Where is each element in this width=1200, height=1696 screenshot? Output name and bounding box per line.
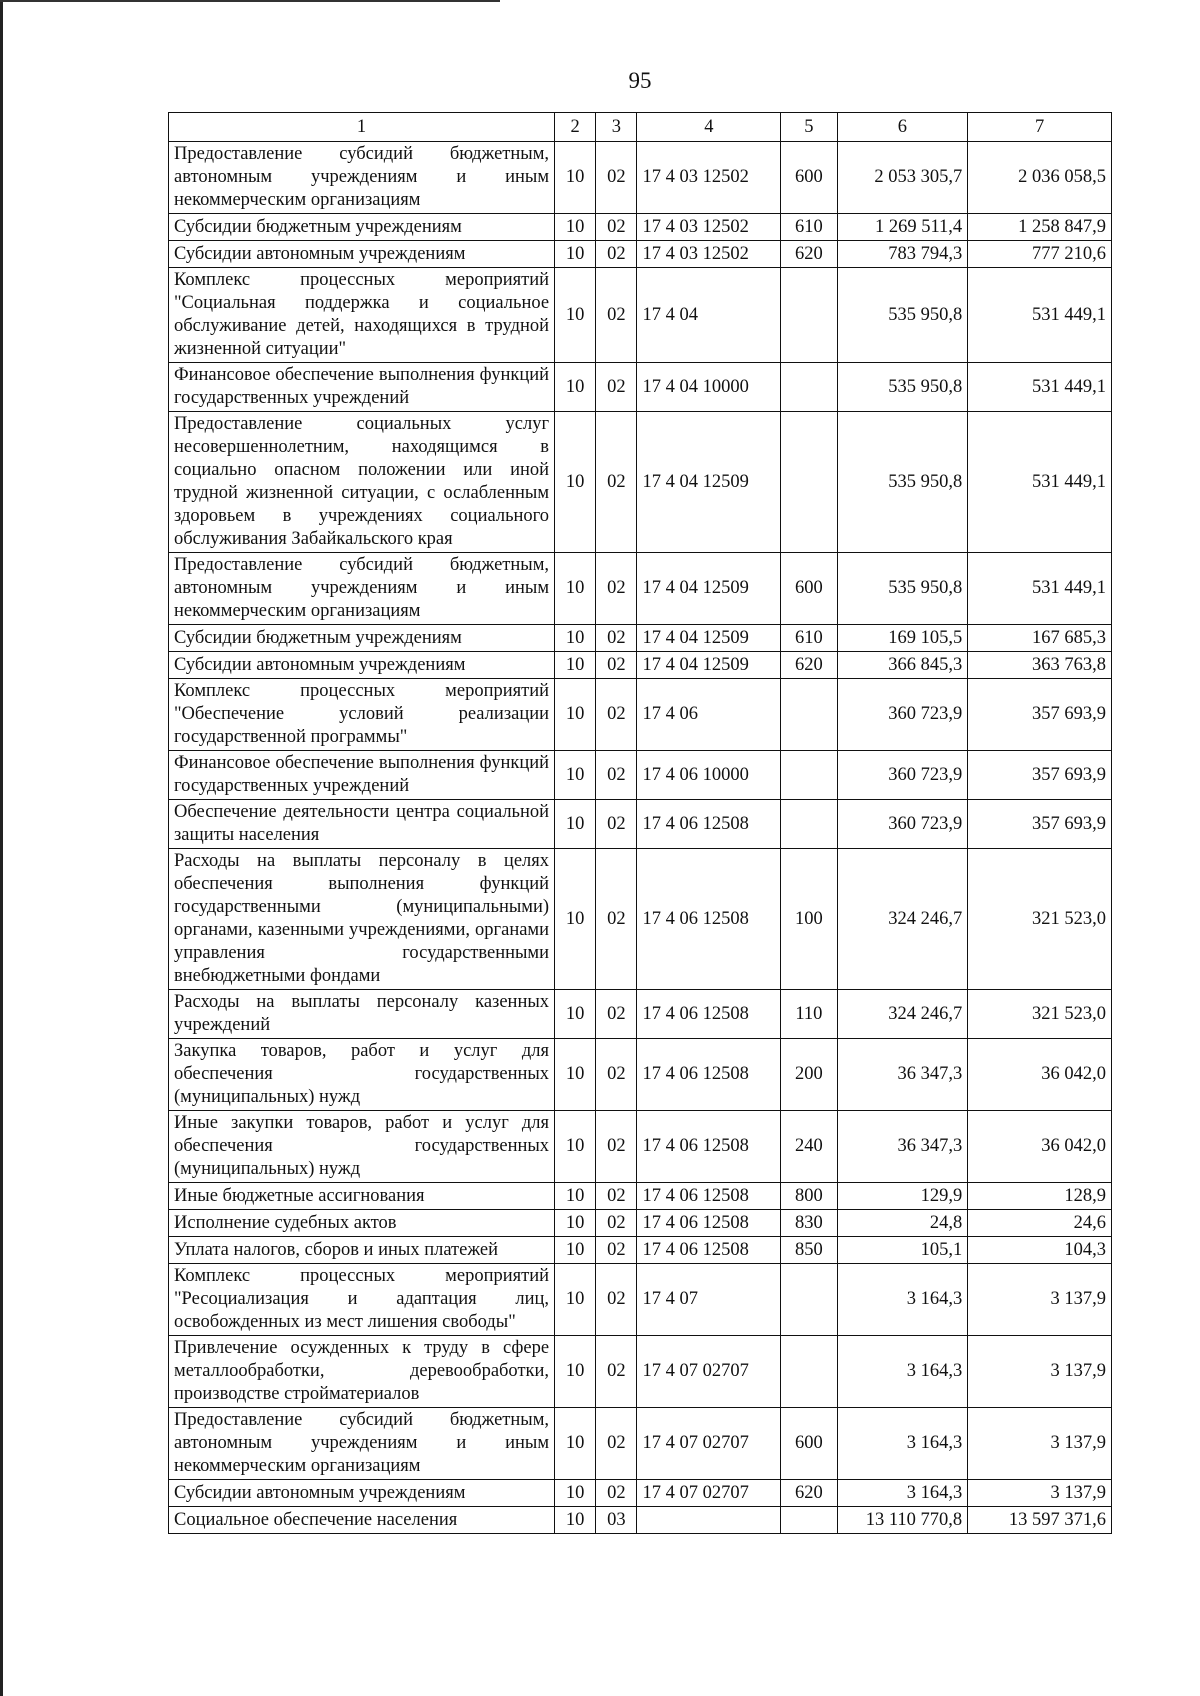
- expense-type-code: [781, 1507, 837, 1534]
- table-row: [169, 990, 1112, 1039]
- expense-type-code: 850: [781, 1237, 837, 1264]
- table-body: [169, 142, 1112, 1534]
- row-name: Закупка товаров, работ и услуг для обеспечения государственных (муниципальных) нужд: [169, 1039, 555, 1111]
- scan-top-line: [0, 0, 500, 2]
- amount-year-1: 535 950,8: [837, 553, 968, 625]
- column-header: 6: [837, 113, 968, 142]
- section-code: 10: [555, 1336, 596, 1408]
- expense-type-code: 600: [781, 1408, 837, 1480]
- amount-year-2: 128,9: [968, 1183, 1112, 1210]
- page-number: 95: [628, 68, 652, 93]
- amount-year-1: 324 246,7: [837, 990, 968, 1039]
- expense-type-code: [781, 412, 837, 553]
- amount-year-2: 3 137,9: [968, 1480, 1112, 1507]
- subsection-code: 03: [596, 1507, 637, 1534]
- amount-year-2: 13 597 371,6: [968, 1507, 1112, 1534]
- section-code: 10: [555, 1111, 596, 1183]
- amount-year-2: 104,3: [968, 1237, 1112, 1264]
- subsection-code: 02: [596, 1210, 637, 1237]
- target-article-code: 17 4 04 10000: [637, 363, 781, 412]
- expense-type-code: 620: [781, 241, 837, 268]
- subsection-code: 02: [596, 553, 637, 625]
- subsection-code: 02: [596, 1336, 637, 1408]
- section-code: 10: [555, 849, 596, 990]
- target-article-code: 17 4 04 12509: [637, 625, 781, 652]
- section-code: 10: [555, 1183, 596, 1210]
- row-name: Предоставление субсидий бюджетным, автономным учреждениям и иным некоммерческим организациям: [169, 553, 555, 625]
- column-header: 3: [596, 113, 637, 142]
- expense-type-code: [781, 751, 837, 800]
- expense-type-code: 620: [781, 1480, 837, 1507]
- table-row: [169, 1408, 1112, 1480]
- amount-year-2: 24,6: [968, 1210, 1112, 1237]
- subsection-code: 02: [596, 412, 637, 553]
- amount-year-1: 324 246,7: [837, 849, 968, 990]
- amount-year-1: 13 110 770,8: [837, 1507, 968, 1534]
- row-name: Субсидии автономным учреждениям: [169, 1480, 555, 1507]
- target-article-code: 17 4 06 12508: [637, 849, 781, 990]
- amount-year-1: 366 845,3: [837, 652, 968, 679]
- table-row: [169, 1480, 1112, 1507]
- row-name: Субсидии автономным учреждениям: [169, 241, 555, 268]
- subsection-code: 02: [596, 214, 637, 241]
- table-row: [169, 1183, 1112, 1210]
- expense-type-code: 110: [781, 990, 837, 1039]
- section-code: 10: [555, 990, 596, 1039]
- budget-table: [168, 112, 1112, 1534]
- section-code: 10: [555, 1237, 596, 1264]
- row-name: Расходы на выплаты персоналу казенных учреждений: [169, 990, 555, 1039]
- row-name: Обеспечение деятельности центра социальной защиты населения: [169, 800, 555, 849]
- target-article-code: 17 4 03 12502: [637, 214, 781, 241]
- section-code: 10: [555, 142, 596, 214]
- expense-type-code: [781, 363, 837, 412]
- amount-year-2: 357 693,9: [968, 679, 1112, 751]
- target-article-code: 17 4 06 12508: [637, 990, 781, 1039]
- table-row: [169, 679, 1112, 751]
- section-code: 10: [555, 1210, 596, 1237]
- column-header: 2: [555, 113, 596, 142]
- table-row: [169, 1111, 1112, 1183]
- row-name: Предоставление субсидий бюджетным, автономным учреждениям и иным некоммерческим организациям: [169, 1408, 555, 1480]
- amount-year-2: 531 449,1: [968, 363, 1112, 412]
- row-name: Исполнение судебных актов: [169, 1210, 555, 1237]
- subsection-code: 02: [596, 625, 637, 652]
- amount-year-1: 3 164,3: [837, 1264, 968, 1336]
- row-name: Предоставление социальных услуг несовершеннолетним, находящимся в социально опасном положении или иной трудной жизненной ситуации, с ослабленным здоровьем в учреждениях социального обслуживания Забайкальского края: [169, 412, 555, 553]
- subsection-code: 02: [596, 1183, 637, 1210]
- section-code: 10: [555, 1264, 596, 1336]
- amount-year-2: 363 763,8: [968, 652, 1112, 679]
- expense-type-code: [781, 679, 837, 751]
- subsection-code: 02: [596, 652, 637, 679]
- target-article-code: 17 4 06 12508: [637, 1210, 781, 1237]
- table-row: [169, 553, 1112, 625]
- amount-year-1: 3 164,3: [837, 1480, 968, 1507]
- subsection-code: 02: [596, 800, 637, 849]
- target-article-code: 17 4 04 12509: [637, 553, 781, 625]
- subsection-code: 02: [596, 241, 637, 268]
- target-article-code: 17 4 06 12508: [637, 1237, 781, 1264]
- section-code: 10: [555, 363, 596, 412]
- table-row: [169, 625, 1112, 652]
- amount-year-2: 3 137,9: [968, 1408, 1112, 1480]
- row-name: Уплата налогов, сборов и иных платежей: [169, 1237, 555, 1264]
- amount-year-2: 2 036 058,5: [968, 142, 1112, 214]
- table-row: [169, 1210, 1112, 1237]
- expense-type-code: 200: [781, 1039, 837, 1111]
- section-code: 10: [555, 1408, 596, 1480]
- target-article-code: 17 4 06 10000: [637, 751, 781, 800]
- subsection-code: 02: [596, 1237, 637, 1264]
- table-row: [169, 1264, 1112, 1336]
- target-article-code: 17 4 03 12502: [637, 241, 781, 268]
- row-name: Комплекс процессных мероприятий "Ресоциализация и адаптация лиц, освобожденных из мест лишения свободы": [169, 1264, 555, 1336]
- table-row: [169, 849, 1112, 990]
- target-article-code: 17 4 03 12502: [637, 142, 781, 214]
- table-row: [169, 268, 1112, 363]
- table-row: [169, 412, 1112, 553]
- table-row: [169, 751, 1112, 800]
- section-code: 10: [555, 652, 596, 679]
- section-code: 10: [555, 751, 596, 800]
- amount-year-2: 321 523,0: [968, 990, 1112, 1039]
- section-code: 10: [555, 800, 596, 849]
- amount-year-1: 360 723,9: [837, 679, 968, 751]
- target-article-code: 17 4 06 12508: [637, 800, 781, 849]
- amount-year-2: 777 210,6: [968, 241, 1112, 268]
- expense-type-code: 100: [781, 849, 837, 990]
- section-code: 10: [555, 1480, 596, 1507]
- target-article-code: 17 4 06: [637, 679, 781, 751]
- target-article-code: 17 4 06 12508: [637, 1111, 781, 1183]
- section-code: 10: [555, 679, 596, 751]
- table-row: [169, 1039, 1112, 1111]
- row-name: Комплекс процессных мероприятий "Социальная поддержка и социальное обслуживание детей, находящихся в трудной жизненной ситуации": [169, 268, 555, 363]
- row-name: Расходы на выплаты персоналу в целях обеспечения выполнения функций государственными (муниципальными) органами, казенными учреждениями, органами управления государственными внебюджетными фондами: [169, 849, 555, 990]
- column-header: 7: [968, 113, 1112, 142]
- column-header: 5: [781, 113, 837, 142]
- section-code: 10: [555, 1039, 596, 1111]
- amount-year-2: 167 685,3: [968, 625, 1112, 652]
- table-row: [169, 1237, 1112, 1264]
- section-code: 10: [555, 1507, 596, 1534]
- row-name: Финансовое обеспечение выполнения функций государственных учреждений: [169, 363, 555, 412]
- table-row: [169, 363, 1112, 412]
- subsection-code: 02: [596, 363, 637, 412]
- row-name: Социальное обеспечение населения: [169, 1507, 555, 1534]
- row-name: Комплекс процессных мероприятий "Обеспечение условий реализации государственной программы": [169, 679, 555, 751]
- amount-year-2: 357 693,9: [968, 800, 1112, 849]
- section-code: 10: [555, 625, 596, 652]
- target-article-code: 17 4 07 02707: [637, 1480, 781, 1507]
- expense-type-code: 800: [781, 1183, 837, 1210]
- subsection-code: 02: [596, 1264, 637, 1336]
- amount-year-1: 129,9: [837, 1183, 968, 1210]
- row-name: Иные закупки товаров, работ и услуг для обеспечения государственных (муниципальных) нужд: [169, 1111, 555, 1183]
- expense-type-code: 240: [781, 1111, 837, 1183]
- expense-type-code: [781, 1336, 837, 1408]
- table-row: [169, 142, 1112, 214]
- amount-year-1: 360 723,9: [837, 751, 968, 800]
- target-article-code: 17 4 06 12508: [637, 1183, 781, 1210]
- table-row: [169, 1336, 1112, 1408]
- amount-year-1: 3 164,3: [837, 1408, 968, 1480]
- amount-year-1: 3 164,3: [837, 1336, 968, 1408]
- target-article-code: 17 4 07 02707: [637, 1336, 781, 1408]
- subsection-code: 02: [596, 849, 637, 990]
- target-article-code: 17 4 06 12508: [637, 1039, 781, 1111]
- amount-year-2: 3 137,9: [968, 1336, 1112, 1408]
- row-name: Субсидии автономным учреждениям: [169, 652, 555, 679]
- amount-year-2: 1 258 847,9: [968, 214, 1112, 241]
- expense-type-code: [781, 1264, 837, 1336]
- table-row: [169, 214, 1112, 241]
- row-name: Субсидии бюджетным учреждениям: [169, 625, 555, 652]
- scan-edge-line: [0, 0, 3, 1696]
- row-name: Привлечение осужденных к труду в сфере металлообработки, деревообработки, производстве стройматериалов: [169, 1336, 555, 1408]
- amount-year-1: 169 105,5: [837, 625, 968, 652]
- row-name: Субсидии бюджетным учреждениям: [169, 214, 555, 241]
- amount-year-1: 535 950,8: [837, 412, 968, 553]
- amount-year-1: 105,1: [837, 1237, 968, 1264]
- section-code: 10: [555, 268, 596, 363]
- expense-type-code: 610: [781, 214, 837, 241]
- section-code: 10: [555, 553, 596, 625]
- amount-year-1: 2 053 305,7: [837, 142, 968, 214]
- row-name: Иные бюджетные ассигнования: [169, 1183, 555, 1210]
- amount-year-1: 24,8: [837, 1210, 968, 1237]
- expense-type-code: 600: [781, 553, 837, 625]
- table-row: [169, 1507, 1112, 1534]
- amount-year-1: 783 794,3: [837, 241, 968, 268]
- expense-type-code: [781, 800, 837, 849]
- section-code: 10: [555, 412, 596, 553]
- target-article-code: 17 4 07: [637, 1264, 781, 1336]
- target-article-code: 17 4 04 12509: [637, 412, 781, 553]
- column-header: 1: [169, 113, 555, 142]
- subsection-code: 02: [596, 268, 637, 363]
- amount-year-2: 3 137,9: [968, 1264, 1112, 1336]
- amount-year-1: 535 950,8: [837, 268, 968, 363]
- subsection-code: 02: [596, 1408, 637, 1480]
- amount-year-2: 531 449,1: [968, 412, 1112, 553]
- target-article-code: [637, 1507, 781, 1534]
- subsection-code: 02: [596, 1039, 637, 1111]
- subsection-code: 02: [596, 1480, 637, 1507]
- amount-year-2: 36 042,0: [968, 1039, 1112, 1111]
- table-row: [169, 652, 1112, 679]
- amount-year-2: 357 693,9: [968, 751, 1112, 800]
- target-article-code: 17 4 04: [637, 268, 781, 363]
- amount-year-2: 531 449,1: [968, 268, 1112, 363]
- header-row: [169, 113, 1112, 142]
- column-header: 4: [637, 113, 781, 142]
- subsection-code: 02: [596, 751, 637, 800]
- table-row: [169, 241, 1112, 268]
- table-row: [169, 800, 1112, 849]
- subsection-code: 02: [596, 1111, 637, 1183]
- expense-type-code: [781, 268, 837, 363]
- amount-year-2: 531 449,1: [968, 553, 1112, 625]
- amount-year-1: 36 347,3: [837, 1039, 968, 1111]
- amount-year-1: 360 723,9: [837, 800, 968, 849]
- section-code: 10: [555, 241, 596, 268]
- amount-year-1: 36 347,3: [837, 1111, 968, 1183]
- subsection-code: 02: [596, 990, 637, 1039]
- amount-year-2: 36 042,0: [968, 1111, 1112, 1183]
- expense-type-code: 830: [781, 1210, 837, 1237]
- amount-year-2: 321 523,0: [968, 849, 1112, 990]
- row-name: Предоставление субсидий бюджетным, автономным учреждениям и иным некоммерческим организациям: [169, 142, 555, 214]
- target-article-code: 17 4 07 02707: [637, 1408, 781, 1480]
- row-name: Финансовое обеспечение выполнения функций государственных учреждений: [169, 751, 555, 800]
- subsection-code: 02: [596, 142, 637, 214]
- section-code: 10: [555, 214, 596, 241]
- amount-year-1: 535 950,8: [837, 363, 968, 412]
- expense-type-code: 600: [781, 142, 837, 214]
- amount-year-1: 1 269 511,4: [837, 214, 968, 241]
- expense-type-code: 620: [781, 652, 837, 679]
- expense-type-code: 610: [781, 625, 837, 652]
- target-article-code: 17 4 04 12509: [637, 652, 781, 679]
- subsection-code: 02: [596, 679, 637, 751]
